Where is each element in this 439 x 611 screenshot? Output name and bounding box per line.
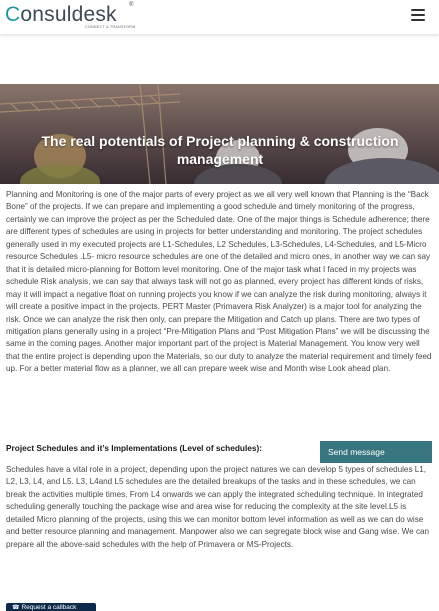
article-intro [6, 189, 432, 376]
phone-icon: ☎ [12, 605, 20, 611]
logo-registered-mark: ® [129, 2, 134, 8]
section-paragraph: Schedules have a vital role in a project, depending upon the project natures we can develop 5 types of schedules L1, L2, L3, L4, and L5. L3, L4and L5 schedules are the detailed breakups of the tasks and in these schedules, we can break the activities multiple times. From L4 onwards we can apply the integrated scheduling technique. In integrated scheduling generally touching the package wise and area wise for reducing the complexity at the site level.L5 is detailed Micro planning of the projects, using this we can monitor bottom level information as well as we can do wise and better resource planning and management. Manpower also we can segregate block wise and Gang wise. We can prepare all the above-said schedules with the help of Primavera or MS-Projects. [6, 465, 430, 549]
logo-first-letter: C [5, 3, 21, 26]
intro-paragraph: Planning and Monitoring is one of the major parts of every project as we all very well known that Planning is the “Back Bone” of the projects. If we can prepare and implementing a good schedule and timely monitoring of the progress, certainly we can improve the project as per the Scheduled date. One of the major things is Schedule adherence; there are different types of schedules are using in projects for better understanding and monitoring. The project schedules generally used in my executed projects are L1-Schedules, L2 Schedules, L3-Schedules, L4-Schedules, and L5-Micro resource Schedules .L5- micro resource schedules are one of the detailed and micro ones, in another way we can say that it is detailed micro-planning for Bottom level monitoring. One of the major task what I faced in my projects was schedule Risk analysis, we can say that always task will not go as planned, every project has different kinds of risks, may it will impact a negative float on running projects you know if we can analyze the risk during monitoring, always it will create a positive impact in the projects. PERT Master (Primavera Risk Analyzer) is a major tool for analyzing the risk. Once we can analyze the risk then only, can prepare the Mitigation and Catch up plans. There are two types of mitigation plans generally using in a project “Pre-Mitigation Plans and “Post Mitigation Plans” we will be discussing the same in the coming pages. Another major important part of the project is Material Management. You know very well that the entire project is depending upon the Materials, so our duty to analyze the material requirement and timely feed up. For a better material flow as a planner, we all can prepare week wise and Month wise Look ahead plan. [6, 190, 432, 374]
hamburger-icon[interactable] [411, 9, 425, 21]
section-heading: Project Schedules and it’s Implementations (Level of schedules): [6, 443, 263, 453]
send-message-button[interactable]: Send message [320, 441, 432, 463]
hero-title: The real potentials of Project planning & construction management [41, 133, 399, 167]
logo-tagline: CONNECT & TRANSFORM [85, 25, 136, 29]
logo-rest: onsuldesk [20, 3, 117, 26]
logo-wordmark [5, 3, 117, 27]
callback-label: Request a callback [21, 604, 77, 611]
top-navigation-bar [0, 0, 439, 34]
article-section [6, 464, 432, 551]
request-callback-button[interactable] [6, 603, 96, 611]
